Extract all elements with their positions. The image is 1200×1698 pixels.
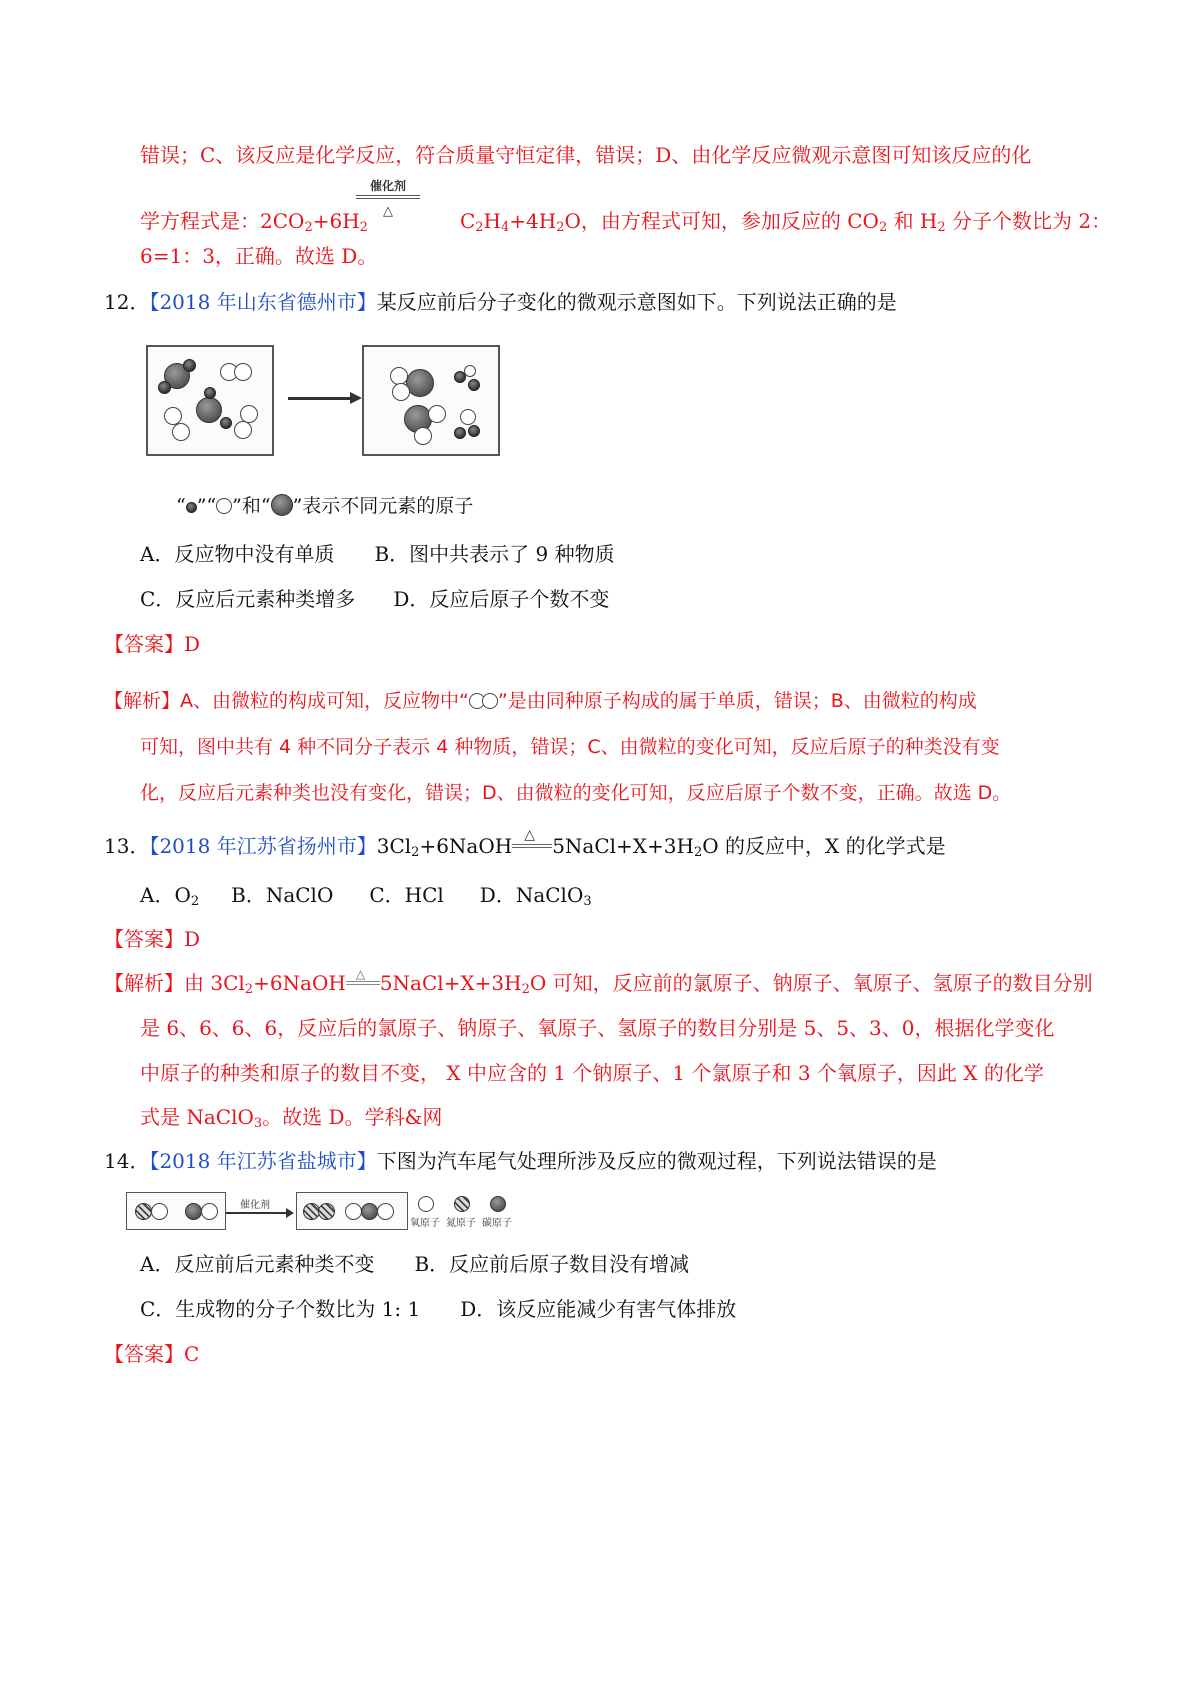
option-c: C．反应后元素种类增多 [140,587,356,611]
double-line [356,195,420,199]
question-number: 13． [104,834,150,858]
question-13-stem [104,827,946,860]
question-12-stem [104,288,897,316]
prev-explanation-line-2 [140,207,1111,235]
answer-value: D [184,927,201,951]
explanation-label: 【解析】 [104,690,181,712]
q13-explanation-line-2: 是 6、6、6、6，反应后的氯原子、钠原子、氧原子、氢原子的数目分别是 5、5、3、0，根据化学变化 [140,1016,1055,1040]
atom [151,1203,168,1220]
q12-answer [104,630,200,658]
q13-answer [104,925,200,953]
option-c: C．HCl [369,883,444,907]
q12-options-row-1 [140,540,615,568]
delta-icon: △ [355,967,366,981]
subscript: 2 [411,845,420,860]
arrow-head [350,392,362,404]
subscript: 2 [878,220,888,235]
text: O 可知，反应前的氯原子、钠原子、氧原子、氢原子的数目分别 [529,971,1093,995]
arrow-icon [288,397,352,400]
text: ”是由同种原子构成的属于单质，错误；B、由微粒的构成 [497,690,977,712]
source-tag: 【2018 年江苏省扬州市】 [149,834,377,858]
text: ”和“ [232,495,271,517]
text: +4H [509,209,557,233]
stem-text: 某反应前后分子变化的微观示意图如下。下列说法正确的是 [376,290,897,314]
big-atom-icon [271,494,293,516]
option-b: B．反应前后原子数目没有增减 [414,1252,690,1276]
atom [361,1203,378,1220]
subscript: 2 [556,220,565,235]
question-number: 14． [104,1149,150,1173]
atom [464,365,476,377]
text: 5NaCl+X+3H [379,971,522,995]
answer-value: C [184,1342,200,1366]
q12-legend [176,492,473,520]
option-d [480,883,592,907]
option-c: C．生成物的分子个数比为 1: 1 [140,1297,421,1321]
catalyst-condition [356,177,420,227]
text: O，由方程式可知，参加反应的 CO [564,209,879,233]
subscript: 2 [244,982,254,997]
white-atom-icon [216,498,232,514]
option-a [140,883,199,907]
text: 5NaCl+X+3H [552,834,694,858]
reaction-condition [346,967,380,992]
text: ”“ [196,495,217,517]
before-box [126,1192,226,1230]
atom [135,1203,152,1220]
atom [468,425,480,437]
delta-icon: △ [524,827,535,843]
text: “ [176,495,186,517]
question-number: 12． [104,290,150,314]
subscript: 3 [583,894,592,909]
reaction-condition [512,827,552,855]
white-atom-icon [482,693,498,709]
atom [318,1203,335,1220]
source-tag: 【2018 年江苏省盐城市】 [149,1149,377,1173]
text: +6NaOH [253,971,346,995]
prev-explanation-line-3: 6=1：3，正确。故选 D。 [140,244,378,268]
atom [196,397,222,423]
text: 分子个数比为 2： [945,209,1112,233]
q13-explanation-line-1 [104,969,1093,997]
explanation-label: 【解析】 [104,971,184,995]
after-box [362,345,500,456]
q12-options-row-2 [140,585,609,613]
text: A、由微粒的构成可知，反应物中“ [180,690,469,712]
atom [377,1203,394,1220]
small-atom-icon [186,502,197,513]
atom [185,1203,202,1220]
stem-text: 下图为汽车尾气处理所涉及反应的微观过程，下列说法错误的是 [376,1149,937,1173]
atom [220,417,232,429]
answer-value: D [184,632,201,656]
option-d: D．该反应能减少有害气体排放 [460,1297,737,1321]
subscript: 2 [359,220,368,235]
atom [204,387,216,399]
text: 和 H [887,209,938,233]
text: 。故选 D。学科&网 [262,1105,443,1129]
subscript: 2 [521,982,530,997]
answer-label: 【答案】 [104,927,184,951]
subscript: 2 [693,845,703,860]
atom [428,405,446,423]
text: +6NaOH [419,834,513,858]
legend-carbon: 碳原子 [482,1218,512,1229]
after-box [296,1192,408,1230]
text: +6H [312,209,360,233]
equals-sign [512,844,552,848]
catalyst-label: 催化剂 [240,1200,270,1211]
atom [454,427,466,439]
before-box [146,345,274,456]
subscript: 2 [937,220,946,235]
subscript: 2 [304,220,313,235]
legend-oxygen: 氧原子 [410,1218,440,1229]
option-d: D．反应后原子个数不变 [393,587,610,611]
q13-explanation-line-4 [140,1103,442,1131]
option-a: A．反应物中没有单质 [140,542,335,566]
source-tag: 【2018 年山东省德州市】 [149,290,377,314]
q14-answer [104,1340,199,1368]
carbon-atom-icon [490,1196,506,1212]
text: O 的反应中，X 的化学式是 [702,834,946,858]
q12-explanation-line-1 [104,686,977,716]
text: C [459,209,476,233]
atom [234,421,252,439]
subscript: 4 [500,220,510,235]
option-a: A．反应前后元素种类不变 [140,1252,375,1276]
atom [158,381,171,394]
text: 学方程式是：2CO [140,209,305,233]
option-b: B．图中共表示了 9 种物质 [374,542,615,566]
q12-explanation-line-3: 化，反应后元素种类也没有变化，错误；D、由微粒的变化可知，反应后原子个数不变，正确。故选 D。 [140,782,1012,804]
subscript: 2 [475,220,484,235]
atom [183,359,196,372]
catalyst-label: 催化剂 [369,179,406,193]
atom [414,427,432,445]
atom [392,383,410,401]
oxygen-atom-icon [418,1196,434,1212]
answer-label: 【答案】 [104,632,184,656]
text: ”表示不同元素的原子 [292,495,474,517]
prev-explanation-line-1: 错误；C、该反应是化学反应，符合质量守恒定律，错误；D、由化学反应微观示意图可知该反应的化 [140,143,1032,167]
text: 由 3Cl [184,971,245,995]
text: D．NaClO [479,883,584,907]
q12-explanation-line-2: 可知，图中共有 4 种不同分子表示 4 种物质，错误；C、由微粒的变化可知，反应后原子的种类没有变 [140,736,1000,758]
arrow-head [286,1208,294,1218]
atom [460,409,476,425]
atom [345,1203,362,1220]
nitrogen-atom-icon [454,1196,470,1212]
atom [201,1203,218,1220]
question-14-stem [104,1147,937,1175]
text: A．O [140,883,191,907]
q13-explanation-line-3: 中原子的种类和原子的数目不变， X 中应含的 1 个钠原子、1 个氯原子和 3 个氧原子，因此 X 的化学 [140,1061,1044,1085]
q14-options-row-2 [140,1295,736,1323]
legend-nitrogen: 氮原子 [446,1218,476,1229]
equals-sign [346,981,380,985]
subscript: 3 [253,1116,263,1131]
atom [468,379,480,391]
atom [172,423,190,441]
subscript: 2 [190,894,200,909]
q13-options [140,881,592,909]
q14-options-row-1 [140,1250,689,1278]
arrow-icon [226,1212,288,1214]
delta-icon: △ [383,204,393,219]
option-b: B．NaClO [231,883,334,907]
text: H [483,209,501,233]
text: 3Cl [376,834,412,858]
atom [234,363,252,381]
text: 式是 NaClO [140,1105,254,1129]
answer-label: 【答案】 [104,1342,184,1366]
atom [406,369,434,397]
